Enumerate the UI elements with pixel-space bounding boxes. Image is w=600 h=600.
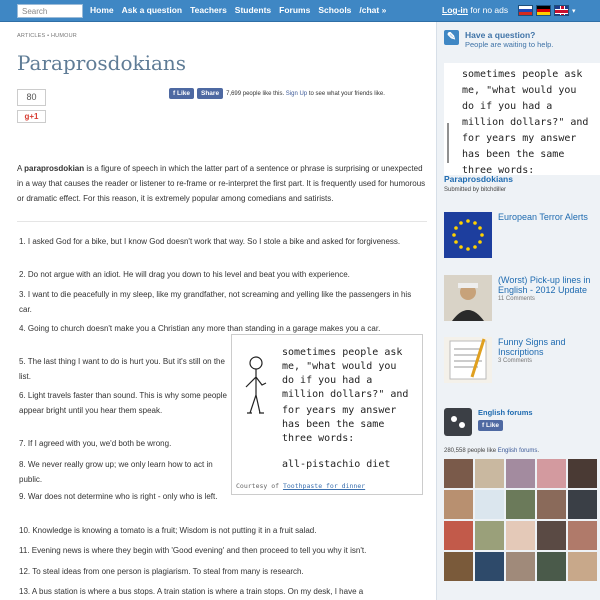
nav-home[interactable]: Home	[90, 5, 114, 15]
divider	[17, 221, 427, 222]
quote-item: 3. I want to die peacefully in my sleep, like my grandfather, not screaming and yelling like the passengers in his car.	[19, 290, 412, 314]
avatar[interactable]	[568, 552, 597, 581]
fans-count-text: 280,558 people like	[444, 448, 498, 454]
forums-widget	[444, 408, 533, 436]
signup-suffix: to see what your friends like.	[307, 90, 385, 97]
quote-item: 1. I asked God for a bike, but I know God doesn't work that way. So I stole a bike and asked for forgiveness.	[19, 237, 401, 246]
comic-text-line: me, "what would you	[282, 361, 397, 372]
fan-avatars	[444, 459, 597, 581]
submitted-by	[444, 187, 506, 193]
language-switcher	[518, 5, 576, 16]
facebook-like-bar	[169, 88, 385, 99]
facebook-signup-link[interactable]: Sign Up	[285, 90, 308, 97]
avatar[interactable]	[506, 552, 535, 581]
nav-chat[interactable]: /chat »	[359, 5, 387, 15]
fans-suffix: .	[537, 448, 540, 454]
intro-term: paraprosdokian	[24, 164, 85, 173]
nav-students[interactable]: Students	[234, 5, 272, 15]
avatar[interactable]	[475, 490, 504, 519]
comic-text-line: do if you had a	[282, 375, 373, 386]
quote-item: 11. Evening news is where they begin with 'Good evening' and then proceed to tell you why it isn't.	[19, 546, 367, 555]
intro-paragraph	[17, 161, 427, 206]
related-article[interactable]	[444, 337, 600, 383]
thumb-text-line: me, "what would you	[462, 85, 577, 96]
avatar[interactable]	[444, 459, 473, 488]
avatar[interactable]	[444, 552, 473, 581]
ask-question-box[interactable]	[444, 30, 553, 49]
caption-prefix: Courtesy of	[236, 482, 283, 490]
thumb-text-line: do if you had a	[462, 101, 553, 112]
like-label: Like	[485, 422, 499, 429]
fans-link[interactable]: English forums	[497, 448, 538, 454]
facebook-icon: f	[173, 90, 177, 97]
comic-text-line: sometimes people ask	[282, 347, 403, 358]
like-count-text: 7,699 people like this.	[226, 90, 285, 97]
fans-count	[444, 448, 539, 454]
thumb-text-line: million dollars?" and	[462, 117, 589, 128]
quote-item: 2. Do not argue with an idiot. He will drag you down to his level and beat you with experience.	[19, 270, 350, 279]
avatar[interactable]	[475, 552, 504, 581]
comment-count: 11 Comments	[498, 296, 535, 302]
person-thumbnail	[444, 275, 492, 321]
forums-title[interactable]: English forums	[478, 408, 533, 417]
avatar[interactable]	[506, 490, 535, 519]
forums-like-button[interactable]	[478, 420, 503, 431]
comic-text-line: million dollars?" and	[282, 389, 409, 400]
ask-title[interactable]: Have a question?	[465, 30, 536, 40]
like-label: Like	[176, 90, 190, 97]
thumb-text-line: sometimes people ask	[462, 69, 583, 80]
top-navbar	[0, 0, 600, 22]
related-article[interactable]	[444, 212, 600, 258]
submitted-user[interactable]: bitchdiller	[480, 187, 507, 193]
figure-caption	[236, 482, 365, 490]
quote-item: 4. Going to church doesn't make you a Christian any more than standing in a garage makes you a car.	[19, 324, 381, 333]
login-suffix: for no ads	[467, 5, 509, 15]
thumb-text-line: for years my answer	[462, 133, 577, 144]
comic-figure	[231, 334, 423, 495]
avatar[interactable]	[537, 552, 566, 581]
german-flag-icon[interactable]	[536, 5, 551, 16]
avatar[interactable]	[568, 459, 597, 488]
avatar[interactable]	[568, 490, 597, 519]
related-title[interactable]: European Terror Alerts	[498, 212, 588, 222]
intro-body: is a figure of speech in which the latter part of a sentence or phrase is surprising or unexpected in a way that causes the reader or listener to re-frame or re-interpret the first part. It is frequently used for humorous or dramatic effect. For this reason, it is extremely popular among comedians and satirists.	[17, 164, 426, 203]
facebook-like-button[interactable]	[169, 88, 194, 99]
facebook-like-count	[226, 91, 385, 97]
stick-figure-icon	[246, 357, 266, 413]
page-title: Paraprosdokians	[17, 51, 187, 75]
nav-ask-question[interactable]: Ask a question	[121, 5, 183, 15]
avatar[interactable]	[444, 490, 473, 519]
chevron-down-icon[interactable]: ▾	[572, 7, 576, 15]
thumb-text-line: three words:	[462, 165, 535, 175]
avatar[interactable]	[537, 521, 566, 550]
avatar[interactable]	[537, 490, 566, 519]
share-count: 80	[17, 89, 46, 106]
login-link[interactable]: Log-in	[442, 5, 468, 15]
forums-logo-icon[interactable]	[444, 408, 472, 436]
avatar[interactable]	[475, 459, 504, 488]
avatar[interactable]	[506, 521, 535, 550]
comment-count: 3 Comments	[498, 358, 533, 364]
intro-prefix: A	[17, 164, 25, 173]
nav-schools[interactable]: Schools	[318, 5, 352, 15]
quote-item: 6. Light travels faster than sound. This is why some people appear bright until you hear them speak.	[19, 391, 227, 415]
quote-item: 10. Knowledge is knowing a tomato is a fruit; Wisdom is not putting it in a fruit salad.	[19, 526, 317, 535]
submitted-prefix: Submitted by	[444, 187, 481, 193]
login-prompt	[442, 5, 508, 15]
quote-item: 13. A bus station is where a bus stops. A train station is where a train stops. On my desk, I have a	[19, 587, 364, 596]
breadcrumb[interactable]: ARTICLES • HUMOUR	[17, 33, 77, 39]
eu-flag-thumbnail	[444, 212, 492, 258]
nav-teachers[interactable]: Teachers	[190, 5, 227, 15]
featured-thumbnail[interactable]	[444, 63, 600, 175]
quote-item: 12. To steal ideas from one person is plagiarism. To steal from many is research.	[19, 567, 304, 576]
russian-flag-icon[interactable]	[518, 5, 533, 16]
featured-article-link[interactable]: Paraprosdokians	[444, 174, 513, 184]
avatar[interactable]	[506, 459, 535, 488]
avatar[interactable]	[475, 521, 504, 550]
comic-text-line: all-pistachio diet	[282, 459, 391, 470]
quote-item: 9. War does not determine who is right - only who is left.	[19, 492, 218, 501]
comic-image	[232, 335, 422, 480]
facebook-icon: f	[482, 422, 486, 429]
related-article[interactable]	[444, 275, 600, 321]
related-title[interactable]: Funny Signs and Inscriptions	[498, 337, 566, 357]
edit-icon: ✎	[444, 30, 459, 45]
main-nav	[90, 5, 386, 15]
facebook-share-button[interactable]: Share	[197, 88, 223, 99]
caption-link[interactable]: Toothpaste for dinner	[282, 482, 366, 490]
avatar[interactable]	[568, 521, 597, 550]
uk-flag-icon[interactable]	[554, 5, 569, 16]
thumb-text-line: has been the same	[462, 149, 565, 160]
search-input[interactable]: Search	[17, 4, 83, 18]
avatar[interactable]	[444, 521, 473, 550]
nav-forums[interactable]: Forums	[279, 5, 311, 15]
avatar[interactable]	[537, 459, 566, 488]
comic-text-line: for years my answer	[282, 405, 397, 416]
quote-item: 7. If I agreed with you, we'd both be wrong.	[19, 439, 172, 448]
comic-text-line: has been the same	[282, 419, 385, 430]
google-plus-button[interactable]: g+1	[17, 110, 46, 123]
related-title[interactable]: (Worst) Pick-up lines in English - 2012 Update	[498, 275, 591, 295]
ask-subtitle: People are waiting to help.	[465, 40, 554, 49]
quote-item: 8. We never really grow up; we only learn how to act in public.	[19, 460, 213, 484]
comic-text-line: three words:	[282, 433, 355, 444]
quote-item: 5. The last thing I want to do is hurt you. But it's still on the list.	[19, 357, 225, 381]
sign-thumbnail	[444, 337, 492, 383]
